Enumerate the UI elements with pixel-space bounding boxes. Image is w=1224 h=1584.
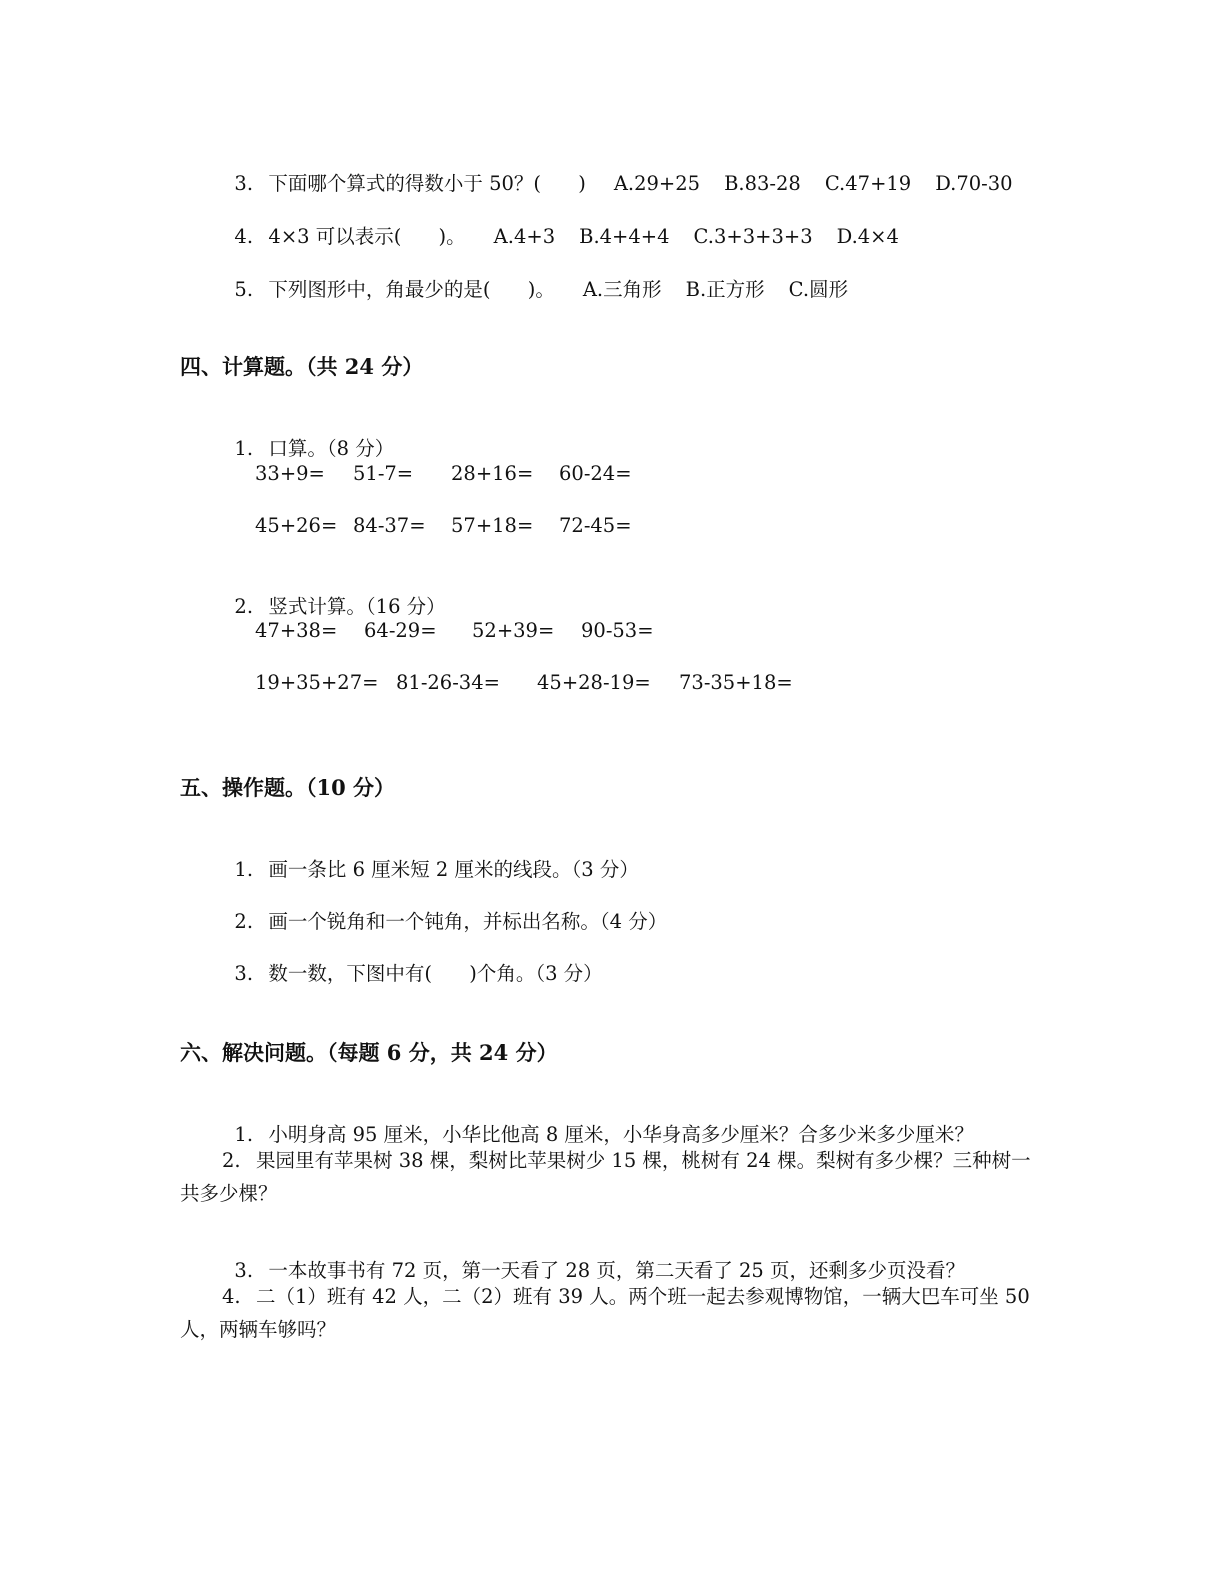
question-number: 5.: [234, 278, 254, 301]
section-5-item: [222, 828, 639, 884]
question-text: 小明身高 95 厘米，小华比他高 8 厘米，小华身高多少厘米？合多少米多少厘米？: [268, 1123, 974, 1146]
section-5-item: [222, 880, 667, 936]
question-text: 一本故事书有 72 页，第一天看了 28 页，第二天看了 25 页，还剩多少页没看？: [268, 1259, 966, 1282]
option-d: D.4×4: [836, 225, 899, 248]
section-6-title: 六、解决问题。（每题 6 分，共 24 分）: [180, 1040, 558, 1065]
mental-math-item: 28+16=: [451, 462, 534, 485]
question-number: 2.: [234, 595, 254, 618]
question-number: 2.: [222, 1149, 241, 1172]
question-text: 画一条比 6 厘米短 2 厘米的线段。（3 分）: [268, 858, 639, 881]
question-number: 2.: [234, 910, 254, 933]
option-a: A.三角形: [582, 278, 662, 301]
vertical-calc-item: 64-29=: [364, 619, 437, 642]
section-6-item: [222, 1093, 974, 1149]
question-4: [222, 195, 899, 251]
question-text: 二（1）班有 42 人，二（2）班有 39 人。两个班一起去参观博物馆，一辆大巴车可坐 50 人，两辆车够吗？: [180, 1285, 1030, 1341]
question-number: 3.: [234, 172, 254, 195]
vertical-calc-item: 52+39=: [472, 619, 555, 642]
option-d: D.70-30: [935, 172, 1013, 195]
question-5: [222, 248, 848, 304]
question-number: 1.: [234, 437, 254, 460]
option-b: B.83-28: [724, 172, 801, 195]
option-c: C.3+3+3+3: [693, 225, 813, 248]
mental-math-item: 60-24=: [559, 462, 632, 485]
vertical-calc-item: 73-35+18=: [679, 671, 793, 694]
option-c: C.圆形: [788, 278, 849, 301]
option-b: B.正方形: [685, 278, 765, 301]
option-b: B.4+4+4: [579, 225, 670, 248]
question-label: 竖式计算。（16 分）: [268, 595, 446, 618]
section-4-title: 四、计算题。（共 24 分）: [180, 354, 424, 379]
question-text: 果园里有苹果树 38 棵，梨树比苹果树少 15 棵，桃树有 24 棵。梨树有多少棵？三种树一共多少棵？: [180, 1149, 1031, 1205]
question-number: 1.: [234, 858, 254, 881]
section-5-item: [222, 932, 603, 988]
question-number: 4.: [234, 225, 254, 248]
question-stem: 4×3 可以表示( )。: [268, 225, 466, 248]
question-text: 画一个锐角和一个钝角，并标出名称。（4 分）: [268, 910, 668, 933]
mental-math-item: 84-37=: [353, 514, 426, 537]
question-number: 1.: [234, 1123, 254, 1146]
mental-math-item: 72-45=: [559, 514, 632, 537]
vertical-calc-item: 90-53=: [581, 619, 654, 642]
mental-math-item: 57+18=: [451, 514, 534, 537]
question-stem: 下面哪个算式的得数小于 50？( ): [268, 172, 586, 195]
vertical-calc-item: 81-26-34=: [396, 671, 500, 694]
section-6-item: [180, 1280, 1040, 1346]
section-4-q2: [222, 565, 446, 621]
vertical-calc-item: 19+35+27=: [255, 671, 379, 694]
section-6-item: [222, 1229, 965, 1285]
option-a: A.4+3: [493, 225, 556, 248]
mental-math-item: 51-7=: [353, 462, 414, 485]
mental-math-item: 33+9=: [255, 462, 325, 485]
mental-math-item: 45+26=: [255, 514, 338, 537]
question-stem: 下列图形中，角最少的是( )。: [268, 278, 555, 301]
question-number: 3.: [234, 962, 254, 985]
option-c: C.47+19: [824, 172, 912, 195]
option-a: A.29+25: [613, 172, 701, 195]
question-text: 数一数，下图中有( )个角。（3 分）: [268, 962, 603, 985]
section-6-item: [180, 1144, 1040, 1210]
vertical-calc-item: 47+38=: [255, 619, 338, 642]
question-3: [222, 142, 1013, 198]
section-5-title: 五、操作题。（10 分）: [180, 775, 396, 800]
question-number: 4.: [222, 1285, 241, 1308]
question-number: 3.: [234, 1259, 254, 1282]
question-label: 口算。（8 分）: [268, 437, 395, 460]
vertical-calc-item: 45+28-19=: [537, 671, 651, 694]
section-4-q1: [222, 407, 394, 463]
